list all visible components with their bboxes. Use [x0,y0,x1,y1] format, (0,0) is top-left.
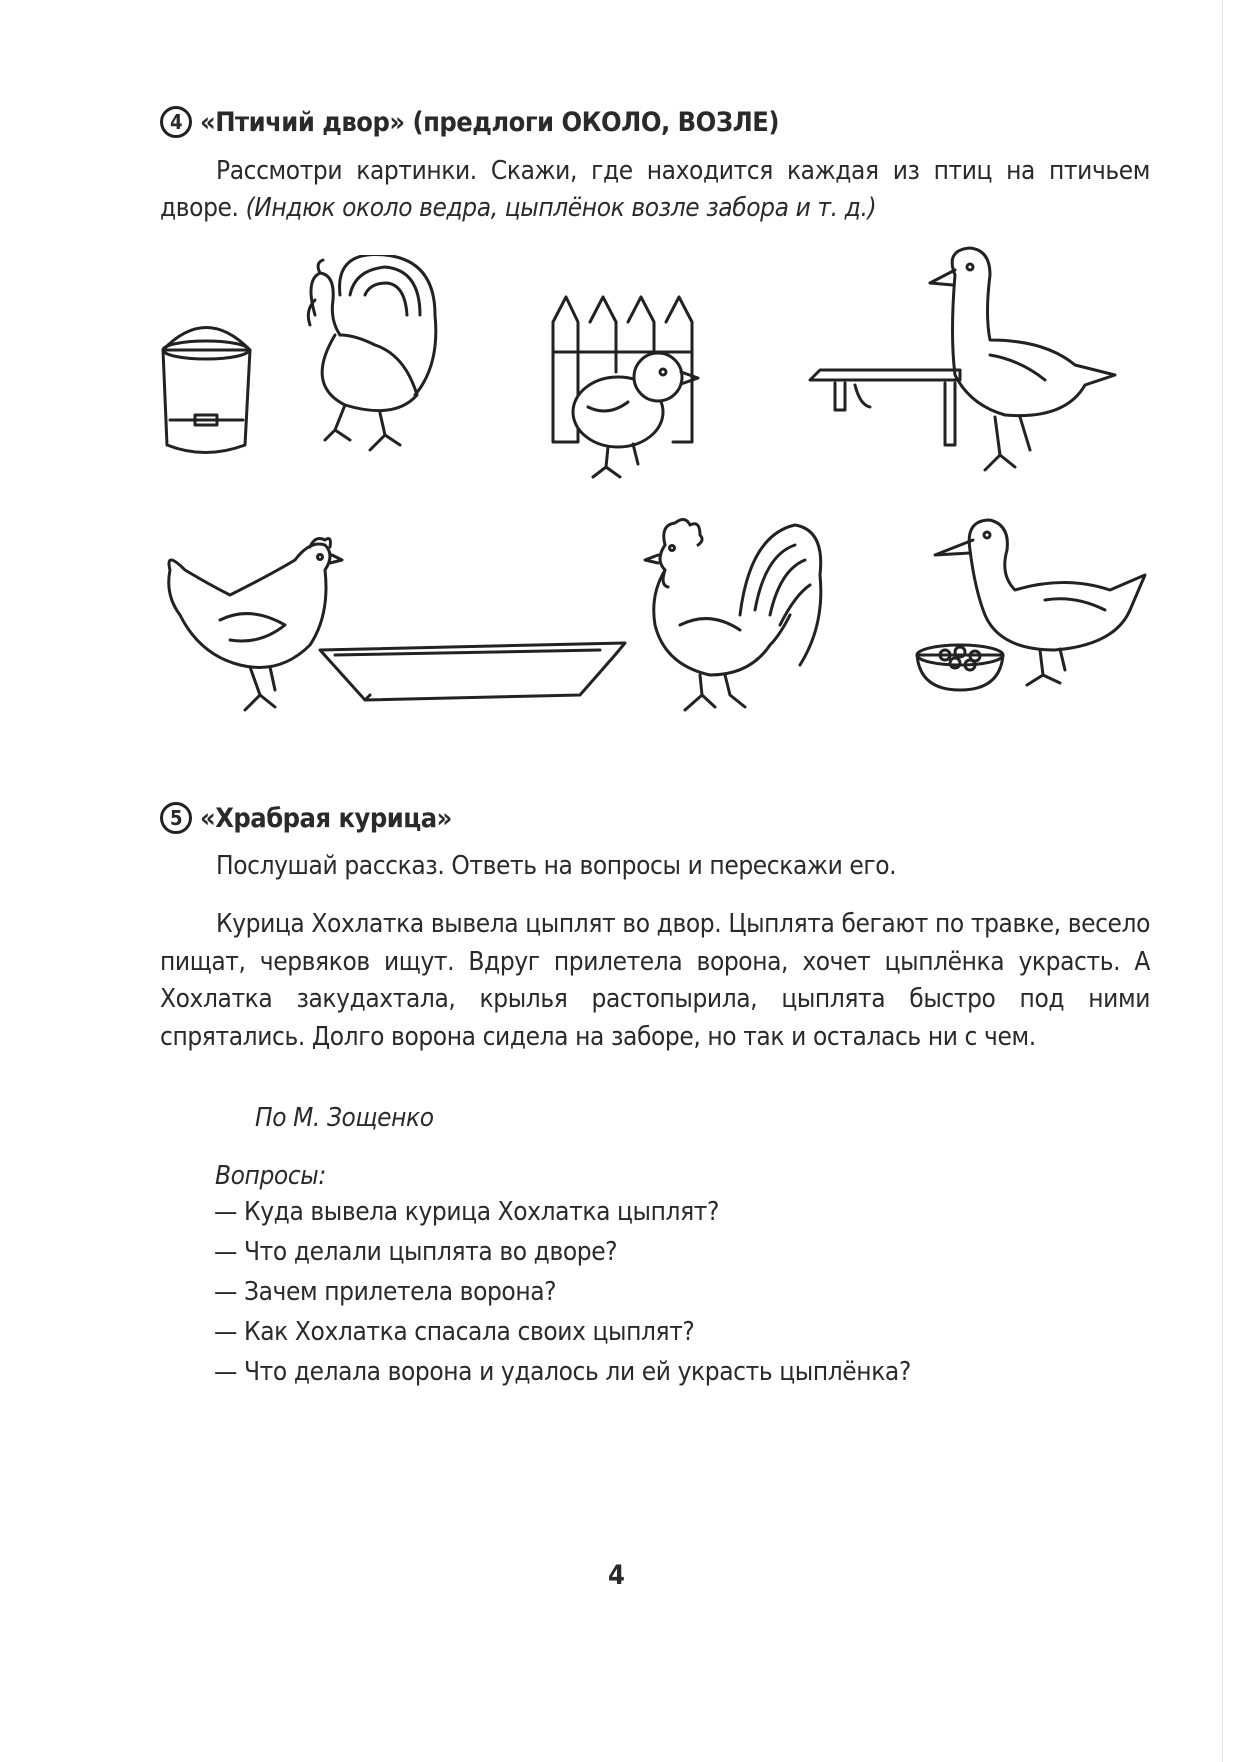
question-item: — Что делали цыплята во дворе? [214,1237,618,1267]
instruction-text: Рассмотри картинки. Скажи, где находится каждая из птиц на птичьем дворе. [160,156,1150,223]
question-item: — Куда вывела курица Хохлатка цыплят? [214,1197,719,1227]
exercise-4-heading [160,106,779,138]
chick-near-fence-picture [548,292,723,487]
exercise-number-badge: 5 [160,802,192,834]
instruction-example: (Индюк около ведра, цыплёнок возле забора и т. д.) [245,193,877,223]
story-text: Курица Хохлатка вывела цыплят во двор. Цыплята бегают по травке, весело пищат, червяков ищут. Вдруг прилетела ворона, хочет цыплёнка украсть. А Хохлатка закудахтала, крылья растопырила, цыплята быстро под ними спрятались. Долго ворона сидела на заборе, но так и осталась ни с чем. [160,909,1150,1052]
goose-near-table-picture [805,245,1125,480]
exercise-number-badge: 4 [160,106,192,138]
questions-label [215,1158,1205,1195]
page-edge [1222,0,1223,1762]
exercise-5-heading [160,802,452,834]
question-item: — Как Хохлатка спасала своих цыплят? [214,1317,695,1347]
rooster-picture [630,515,830,720]
page-number: 4 [608,1560,625,1591]
exercise-4-instruction [160,153,1150,227]
story-author [255,1100,1233,1137]
author-name: По М. Зощенко [255,1103,434,1133]
question-item: — Зачем прилетела ворона? [214,1277,557,1307]
duck-near-bowl-picture [915,515,1155,695]
exercise-5-title: «Храбрая курица» [200,802,452,834]
turkey-near-bucket-picture [155,255,445,470]
question-item: — Что делала ворона и удалось ли ей украсть цыплёнка? [214,1357,911,1387]
exercise-4-title: «Птичий двор» (предлоги ОКОЛО, ВОЗЛЕ) [200,106,779,138]
hen-near-trough-picture [160,535,630,735]
exercise-5-instruction: Послушай рассказ. Ответь на вопросы и перескажи его. [216,851,897,881]
questions-label-text: Вопросы: [215,1161,326,1191]
